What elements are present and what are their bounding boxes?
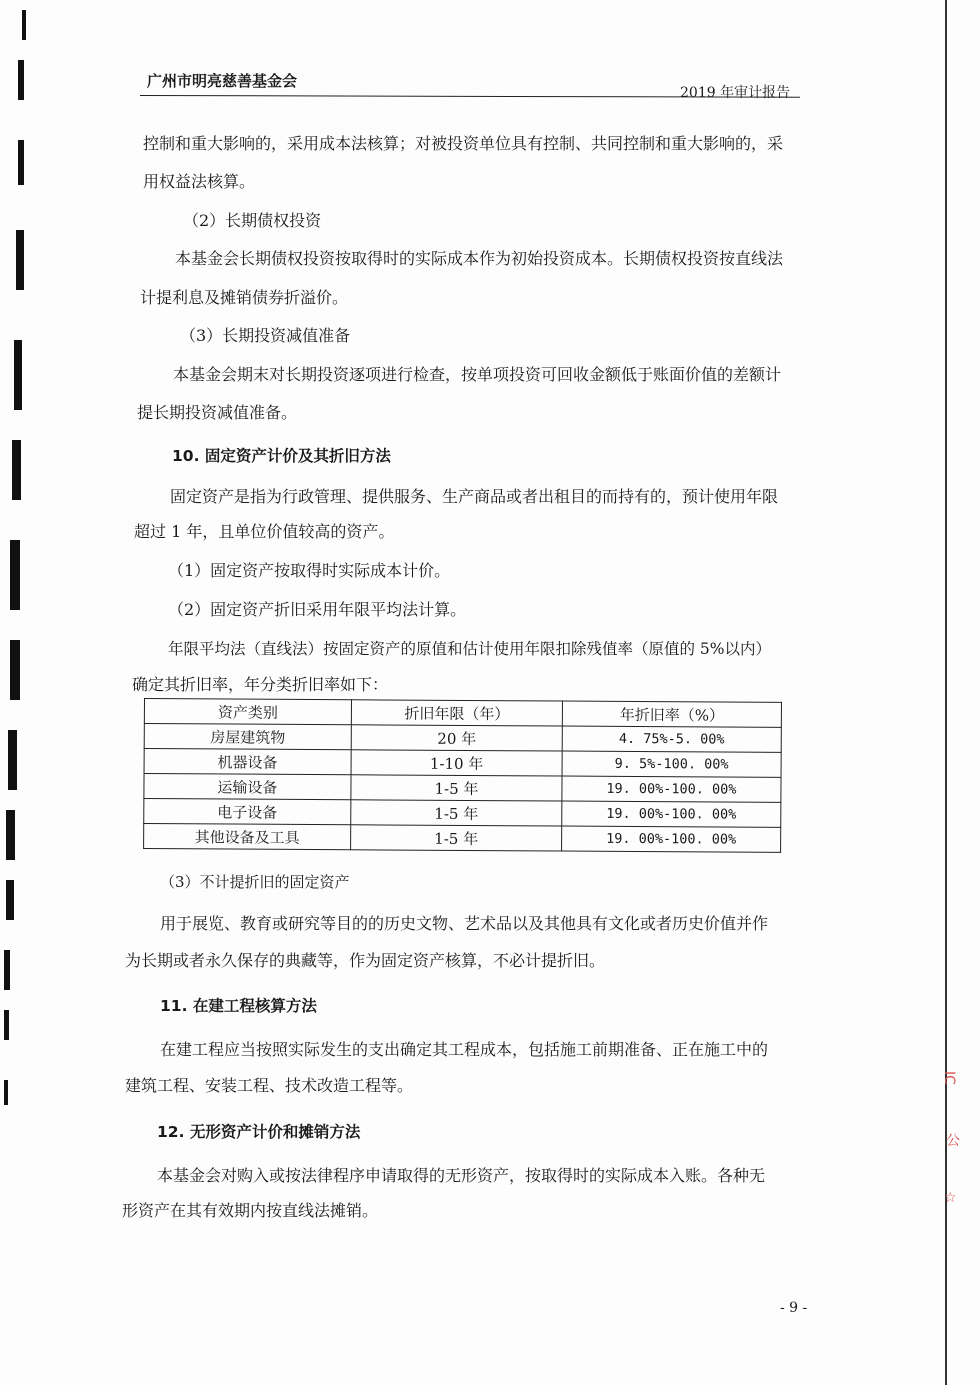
- red-stamp: IC 公 ☆: [940, 1071, 960, 1206]
- table-cell: 9. 5%-100. 00%: [562, 751, 781, 777]
- text-line: 本基金会对购入或按法律程序申请取得的无形资产，按取得时的实际成本入账。各种无: [157, 1166, 766, 1185]
- text-line: （1）固定资产按取得时实际成本计价。: [168, 561, 451, 580]
- page-number: - 9 -: [780, 1300, 808, 1316]
- depreciation-table: [143, 698, 782, 853]
- table-header-cell: 资产类别: [144, 699, 351, 725]
- table-header-cell: 折旧年限（年）: [351, 700, 562, 726]
- table-cell: 1-5 年: [351, 775, 562, 801]
- text-line: 固定资产是指为行政管理、提供服务、生产商品或者出租目的而持有的，预计使用年限: [170, 487, 779, 506]
- table-cell: 1-10 年: [351, 750, 562, 776]
- section-heading-12: 12. 无形资产计价和摊销方法: [157, 1123, 361, 1141]
- section-heading-10: 10. 固定资产计价及其折旧方法: [172, 447, 391, 465]
- text-line: 用于展览、教育或研究等目的的历史文物、艺术品以及其他具有文化或者历史价值并作: [160, 914, 769, 933]
- table-cell: 机器设备: [144, 749, 351, 775]
- table-cell: 运输设备: [144, 774, 351, 800]
- table-cell: 电子设备: [144, 799, 351, 825]
- header-report-title: 2019 年审计报告: [680, 85, 791, 101]
- text-line: 为长期或者永久保存的典藏等，作为固定资产核算，不必计提折旧。: [125, 951, 606, 970]
- text-line: （2）固定资产折旧采用年限平均法计算。: [168, 600, 467, 619]
- table-row: [144, 724, 781, 753]
- subheading-non-depreciated: （3）不计提折旧的固定资产: [160, 873, 350, 891]
- table-cell: 其他设备及工具: [144, 824, 351, 850]
- text-line: 在建工程应当按照实际发生的支出确定其工程成本，包括施工前期准备、正在施工中的: [160, 1040, 769, 1059]
- table-cell: 房屋建筑物: [144, 724, 351, 750]
- subheading-long-term-debt: （2）长期债权投资: [183, 211, 322, 230]
- table-header-cell: 年折旧率（%）: [562, 701, 781, 727]
- text-line: 形资产在其有效期内按直线法摊销。: [122, 1201, 379, 1220]
- table-cell: 19. 00%-100. 00%: [562, 776, 781, 802]
- table-row: [144, 749, 781, 778]
- header-org: 广州市明亮慈善基金会: [147, 72, 298, 90]
- table-cell: 19. 00%-100. 00%: [562, 826, 781, 852]
- table-cell: 4. 75%-5. 00%: [562, 726, 781, 752]
- table-header-row: [144, 699, 781, 728]
- text-line: 本基金会期末对长期投资逐项进行检查，按单项投资可回收金额低于账面价值的差额计: [173, 365, 782, 384]
- text-line: 提长期投资减值准备。: [137, 403, 298, 422]
- table-row: [144, 799, 781, 828]
- text-line: 本基金会长期债权投资按取得时的实际成本作为初始投资成本。长期债权投资按直线法: [175, 249, 784, 268]
- table-row: [144, 774, 781, 803]
- section-heading-11: 11. 在建工程核算方法: [160, 997, 317, 1015]
- subheading-impairment: （3）长期投资减值准备: [180, 326, 351, 345]
- text-line: 控制和重大影响的，采用成本法核算；对被投资单位具有控制、共同控制和重大影响的，采: [143, 134, 784, 153]
- table-cell: 1-5 年: [351, 825, 562, 851]
- binding-marks: [0, 0, 40, 1385]
- text-line: 确定其折旧率，年分类折旧率如下：: [132, 675, 389, 694]
- table-cell: 1-5 年: [351, 800, 562, 826]
- text-line: 年限平均法（直线法）按固定资产的原值和估计使用年限扣除残值率（原值的 5%以内）: [168, 640, 772, 658]
- table-cell: 19. 00%-100. 00%: [562, 801, 781, 827]
- table-row: [144, 824, 781, 853]
- text-line: 超过 1 年，且单位价值较高的资产。: [134, 522, 395, 541]
- text-line: 建筑工程、安装工程、技术改造工程等。: [125, 1076, 414, 1095]
- text-line: 用权益法核算。: [143, 172, 256, 191]
- text-line: 计提利息及摊销债券折溢价。: [140, 288, 349, 307]
- table-cell: 20 年: [351, 725, 562, 751]
